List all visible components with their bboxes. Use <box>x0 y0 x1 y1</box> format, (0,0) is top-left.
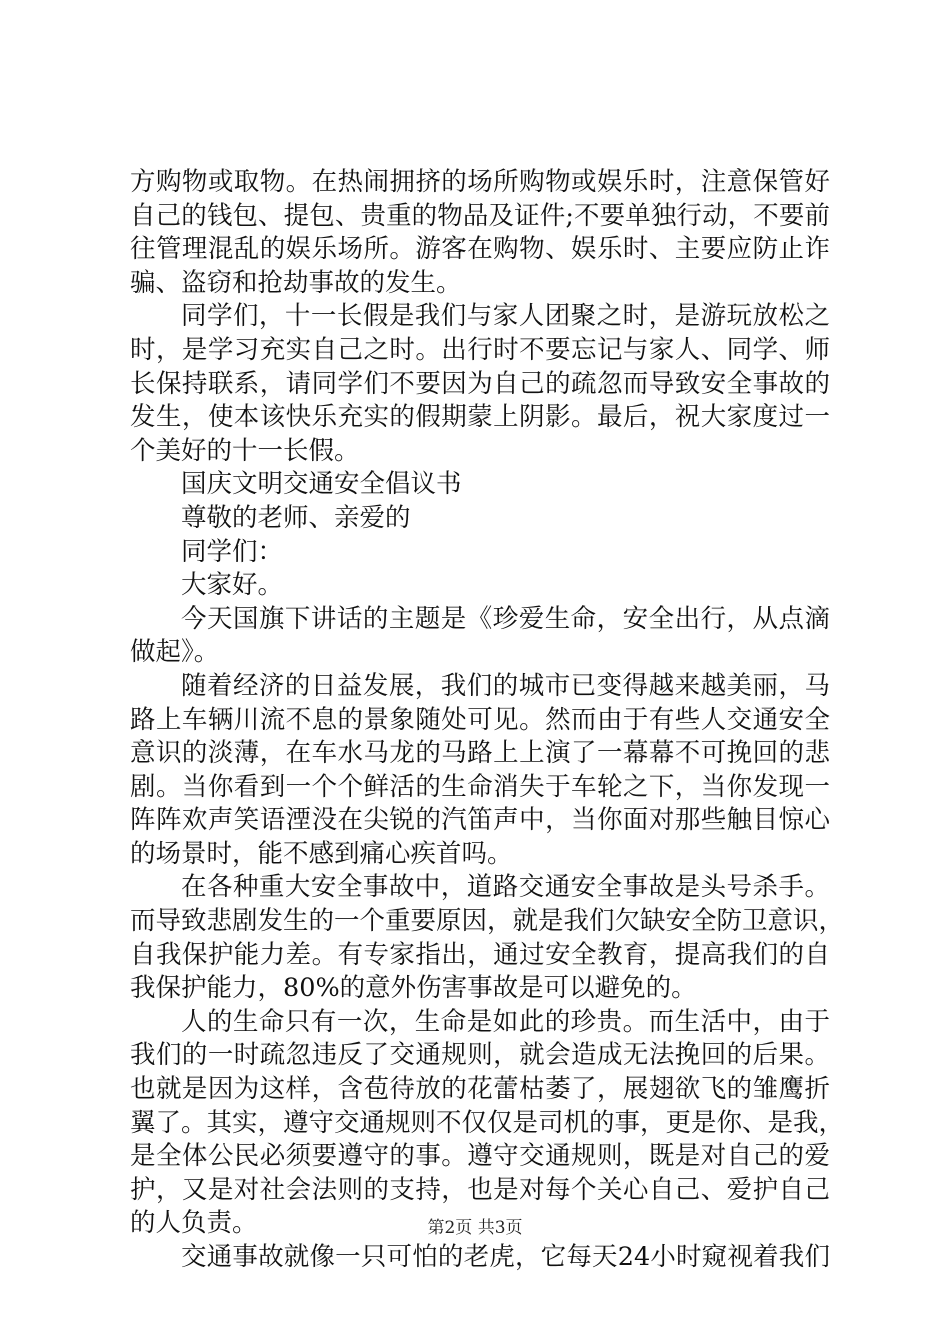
text-line: 方购物或取物。在热闹拥挤的场所购物或娱乐时，注意保管好 <box>130 167 830 197</box>
text-line: 是全体公民必须要遵守的事。遵守交通规则，既是对自己的爱 <box>130 1141 830 1172</box>
text-line: 也就是因为这样，含苞待放的花蕾枯萎了，展翅欲飞的雏鹰折 <box>130 1074 830 1105</box>
text-line: 自己的钱包、提包、贵重的物品及证件;不要单独行动，不要前 <box>130 200 830 231</box>
paragraph-start-line: 在各种重大安全事故中，道路交通安全事故是头号杀手。 <box>181 872 830 903</box>
text-line: 我们的一时疏忽违反了交通规则，就会造成无法挽回的后果。 <box>130 1040 830 1071</box>
text-line: 骗、盗窃和抢劫事故的发生。 <box>130 267 462 298</box>
greeting-line: 大家好。 <box>181 570 284 601</box>
text-line: 往管理混乱的娱乐场所。游客在购物、娱乐时、主要应防止诈 <box>130 234 830 265</box>
text-line: 的场景时，能不感到痛心疾首吗。 <box>130 838 513 869</box>
text-line: 剧。当你看到一个个鲜活的生命消失于车轮之下，当你发现一 <box>130 771 830 802</box>
text-line: 发生，使本该快乐充实的假期蒙上阴影。最后，祝大家度过一 <box>130 402 830 433</box>
paragraph-start-line: 今天国旗下讲话的主题是《珍爱生命，安全出行，从点滴 <box>181 603 830 634</box>
salutation-line: 尊敬的老师、亲爱的 <box>181 502 411 533</box>
text-line: 翼了。其实，遵守交通规则不仅仅是司机的事，更是你、是我， <box>130 1107 845 1138</box>
text-line: 时，是学习充实自己之时。出行时不要忘记与家人、同学、师 <box>130 334 830 365</box>
text-line: 护，又是对社会法则的支持，也是对每个关心自己、爱护自己 <box>130 1174 830 1205</box>
paragraph-start-line: 交通事故就像一只可怕的老虎，它每天24小时窥视着我们 <box>181 1242 830 1272</box>
document-heading: 国庆文明交通安全倡议书 <box>181 469 462 500</box>
text-line: 阵阵欢声笑语湮没在尖锐的汽笛声中，当你面对那些触目惊心 <box>130 805 830 836</box>
text-line: 长保持联系，请同学们不要因为自己的疏忽而导致安全事故的 <box>130 368 830 399</box>
text-line: 而导致悲剧发生的一个重要原因，就是我们欠缺安全防卫意识， <box>130 906 845 937</box>
text-line: 个美好的十一长假。 <box>130 435 360 466</box>
paragraph-start-line: 同学们，十一长假是我们与家人团聚之时，是游玩放松之 <box>181 301 830 332</box>
text-line: 我保护能力，80%的意外伤害事故是可以避免的。 <box>130 973 697 1004</box>
text-line: 路上车辆川流不息的景象随处可见。然而由于有些人交通安全 <box>130 704 830 735</box>
salutation-line: 同学们： <box>181 536 284 567</box>
document-body <box>130 166 845 1275</box>
text-line: 自我保护能力差。有专家指出，通过安全教育，提高我们的自 <box>130 939 830 970</box>
text-line: 意识的淡薄，在车水马龙的马路上上演了一幕幕不可挽回的悲 <box>130 738 830 769</box>
text-line: 做起》。 <box>130 637 220 668</box>
paragraph-start-line: 随着经济的日益发展，我们的城市已变得越来越美丽，马 <box>181 670 830 701</box>
paragraph-start-line: 人的生命只有一次，生命是如此的珍贵。而生活中，由于 <box>181 1006 830 1037</box>
page-number-footer: 第2页 共3页 <box>427 1218 523 1238</box>
text-line: 的人负责。 <box>130 1208 258 1239</box>
